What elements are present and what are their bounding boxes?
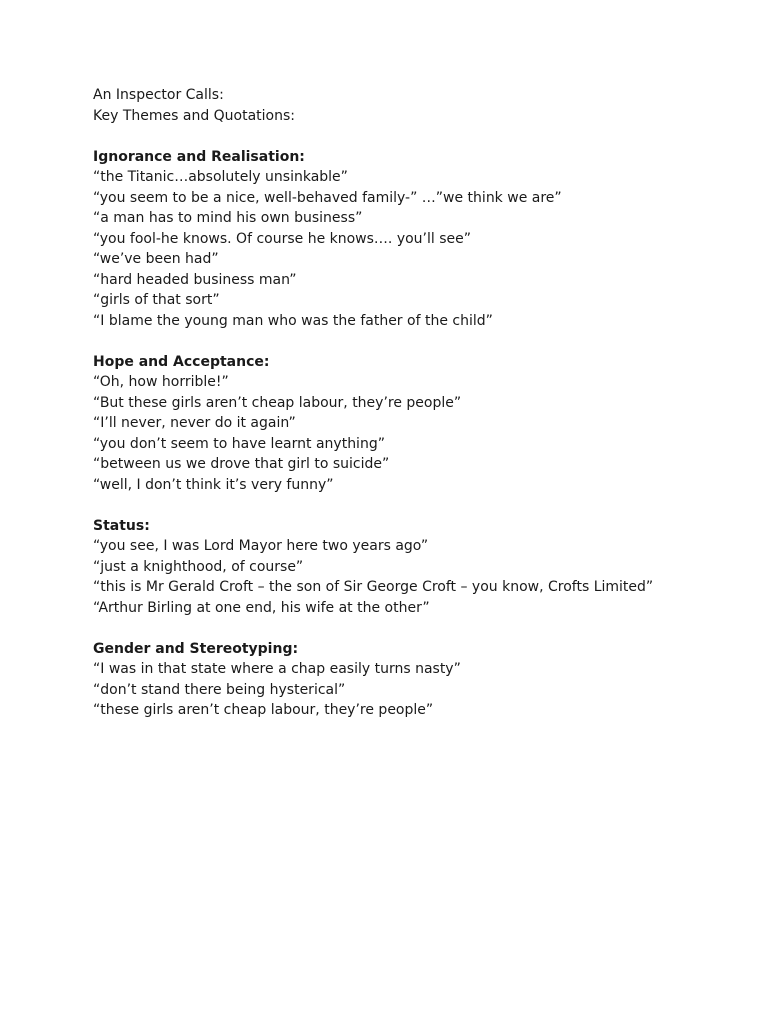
section-ignorance-and-realisation [93, 147, 733, 332]
section-hope-and-acceptance [93, 352, 733, 496]
section-heading: Ignorance and Realisation: [93, 148, 305, 165]
quote: “these girls aren’t cheap labour, they’re people” [93, 702, 434, 718]
quote: “we’ve been had” [93, 251, 219, 267]
section-heading: Status: [93, 517, 150, 534]
section-gender-and-stereotyping [93, 639, 733, 721]
quote: “don’t stand there being hysterical” [93, 681, 346, 698]
quote: “But these girls aren’t cheap labour, they’re people” [93, 394, 462, 411]
quote: “Arthur Birling at one end, his wife at the other” [93, 599, 430, 616]
spacer [93, 331, 733, 352]
quote: “I was in that state where a chap easily turns nasty” [93, 661, 461, 677]
quote: “you seem to be a nice, well-behaved family-” …”we think we are” [93, 189, 562, 206]
document-title: An Inspector Calls: [93, 87, 224, 103]
spacer [93, 495, 733, 516]
section-status [93, 516, 733, 619]
quote: “you fool-he knows. Of course he knows…. you’ll see” [93, 230, 472, 247]
document-body [93, 85, 733, 721]
spacer [93, 126, 733, 147]
quote: “a man has to mind his own business” [93, 210, 363, 226]
document-subtitle: Key Themes and Quotations: [93, 107, 296, 124]
quote: “you see, I was Lord Mayor here two years ago” [93, 538, 429, 554]
quote: “hard headed business man” [93, 271, 297, 288]
quote: “Oh, how horrible!” [93, 374, 229, 390]
quote: “I’ll never, never do it again” [93, 415, 296, 431]
quote: “I blame the young man who was the father of the child” [93, 312, 493, 329]
quote: “girls of that sort” [93, 292, 220, 308]
quote: “between us we drove that girl to suicide” [93, 456, 390, 472]
quote: “this is Mr Gerald Croft – the son of Sir George Croft – you know, Crofts Limited” [93, 579, 654, 595]
quote: “just a knighthood, of course” [93, 558, 304, 575]
quote: “the Titanic…absolutely unsinkable” [93, 169, 348, 185]
quote: “you don’t seem to have learnt anything” [93, 435, 385, 452]
spacer [93, 618, 733, 639]
quote: “well, I don’t think it’s very funny” [93, 476, 334, 493]
section-heading: Gender and Stereotyping: [93, 640, 299, 657]
section-heading: Hope and Acceptance: [93, 353, 270, 370]
